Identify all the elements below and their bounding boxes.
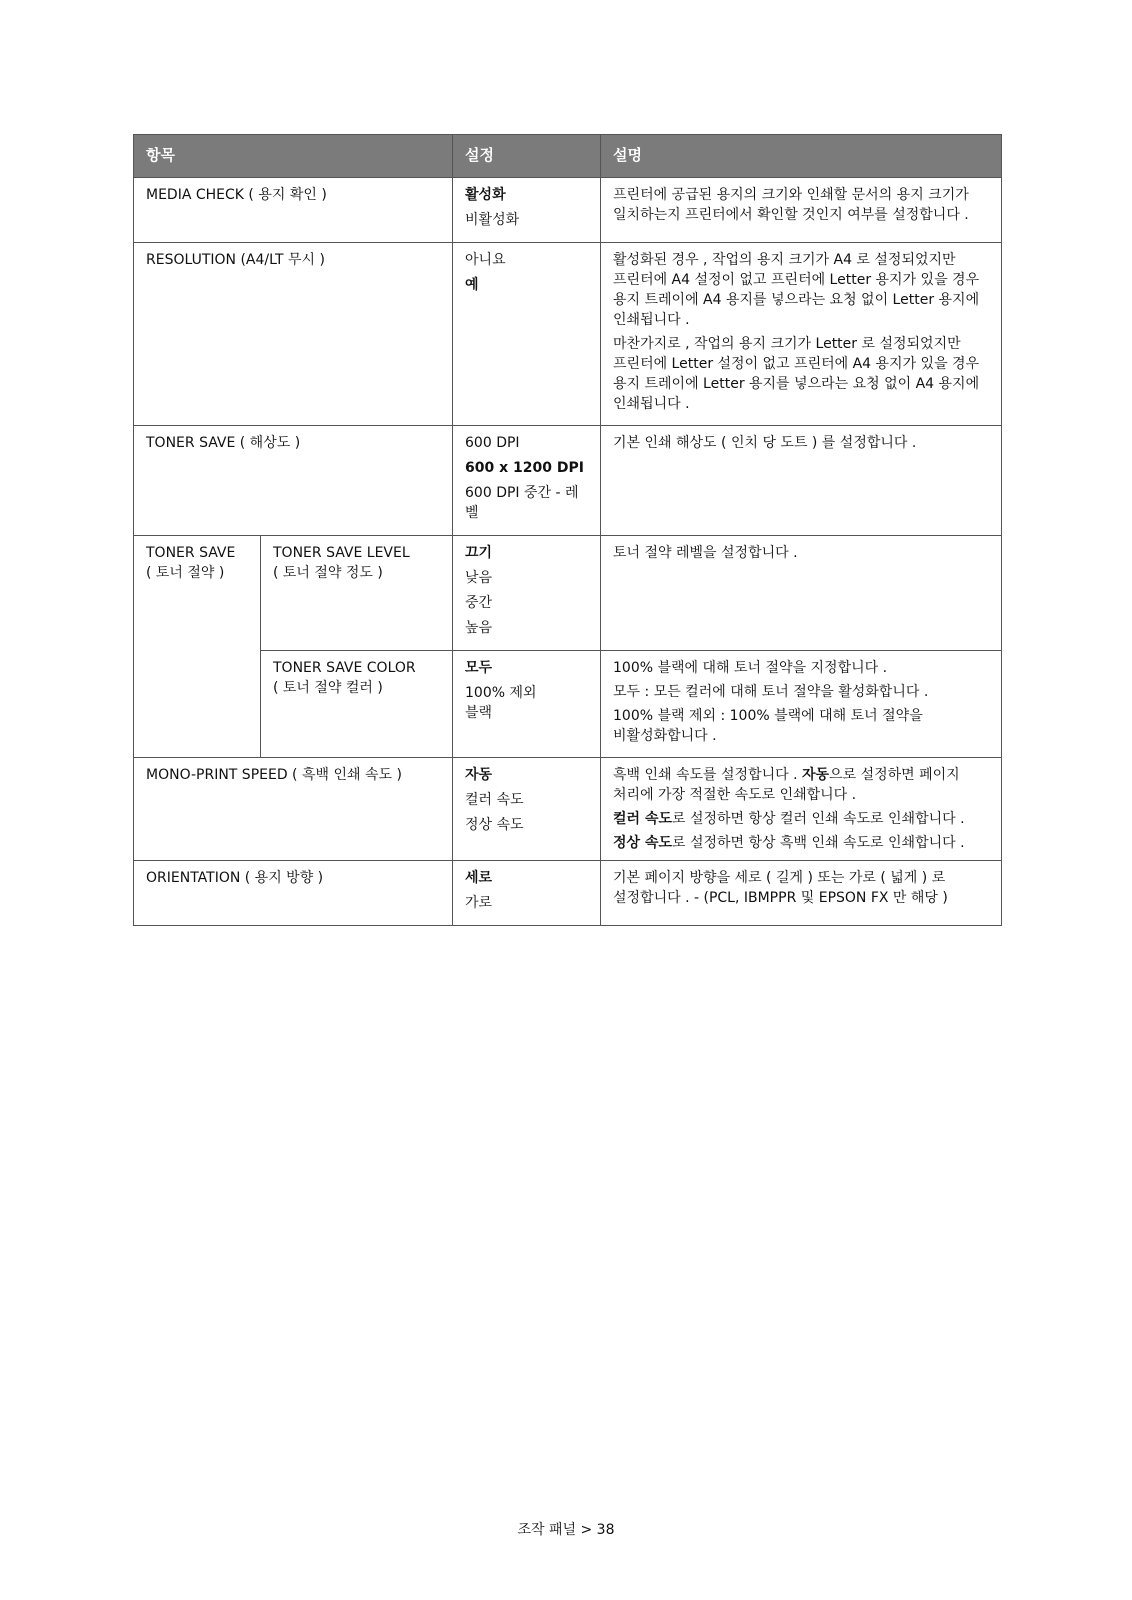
option: 정상 속도 [465, 817, 524, 833]
table-row [134, 651, 1002, 758]
table-row [134, 178, 1002, 243]
desc-paragraph [613, 334, 991, 414]
description-cell: 토너 절약 레벨을 설정합니다 . [601, 536, 1002, 651]
description-cell [601, 243, 1002, 426]
desc-line: 마찬가지로 , 작업의 용지 크기가 Letter 로 설정되었지만 [613, 336, 961, 352]
table-row [134, 243, 1002, 426]
description-cell [601, 861, 1002, 926]
option-default: 예 [465, 277, 479, 293]
desc-line: 기본 페이지 방향을 세로 ( 길게 ) 또는 가로 ( 넓게 ) 로 [613, 870, 946, 886]
header-setting: 설정 [453, 135, 601, 178]
option-default: 자동 [465, 767, 493, 783]
table-row [134, 758, 1002, 861]
description-cell [601, 651, 1002, 758]
table-row [134, 536, 1002, 651]
desc-line: 100% 블랙 제외 : 100% 블랙에 대해 토너 절약을 [613, 708, 923, 724]
subitem-toner-save-color [261, 651, 453, 758]
item-sublabel: ( 토너 절약 ) [146, 565, 225, 581]
desc-line: 일치하는지 프린터에서 확인할 것인지 여부를 설정합니다 . [613, 207, 969, 223]
option: 컬러 속도 [465, 792, 524, 808]
desc-text: 로 설정하면 항상 흑백 인쇄 속도로 인쇄합니다 . [672, 835, 965, 851]
desc-line: 프린터에 공급된 용지의 크기와 인쇄할 문서의 용지 크기가 [613, 187, 969, 203]
setting-cell [453, 426, 601, 536]
table-header [134, 135, 1002, 178]
subitem-toner-save-level [261, 536, 453, 651]
settings-table [133, 134, 1002, 926]
subitem-label: TONER SAVE COLOR [273, 660, 416, 676]
option: 600 DPI 중간 - 레벨 [465, 485, 579, 521]
desc-emphasis: 컬러 속도 [613, 811, 672, 827]
desc-line: 100% 블랙에 대해 토너 절약을 지정합니다 . [613, 660, 888, 676]
desc-text: 흑백 인쇄 속도를 설정합니다 . [613, 767, 803, 783]
desc-paragraph [613, 250, 991, 330]
table-row [134, 426, 1002, 536]
table-row [134, 861, 1002, 926]
desc-line: 설정합니다 . - (PCL, IBMPPR 및 EPSON FX 만 해당 ) [613, 890, 948, 906]
desc-line: 처리에 가장 적절한 속도로 인쇄합니다 . [613, 787, 857, 803]
option: 비활성화 [465, 212, 520, 228]
desc-line [613, 833, 991, 853]
option: 블랙 [465, 705, 493, 721]
option-default: 끄기 [465, 545, 493, 561]
page-footer: 조작 패널 > 38 [517, 1522, 615, 1538]
option-default: 600 x 1200 DPI [465, 460, 584, 476]
subitem-sublabel: ( 토너 절약 컬러 ) [273, 680, 383, 696]
option: 높음 [465, 620, 493, 636]
option: 아니요 [465, 252, 506, 268]
option-default: 세로 [465, 870, 493, 886]
desc-line: 프린터에 Letter 설정이 없고 프린터에 A4 용지가 있을 경우 [613, 356, 980, 372]
desc-text: 으로 설정하면 페이지 [829, 767, 960, 783]
desc-line: 용지 트레이에 Letter 용지를 넣으라는 요청 없이 A4 용지에 [613, 376, 980, 392]
desc-text: 로 설정하면 항상 컬러 인쇄 속도로 인쇄합니다 . [672, 811, 965, 827]
subitem-label: TONER SAVE LEVEL [273, 545, 410, 561]
setting-cell [453, 651, 601, 758]
option-default: 활성화 [465, 187, 506, 203]
setting-cell [453, 861, 601, 926]
desc-paragraph [613, 765, 991, 805]
description-cell [601, 178, 1002, 243]
desc-line: 비활성화합니다 . [613, 728, 717, 744]
desc-line: 활성화된 경우 , 작업의 용지 크기가 A4 로 설정되었지만 [613, 252, 956, 268]
desc-line: 용지 트레이에 A4 용지를 넣으라는 요청 없이 Letter 용지에 [613, 292, 980, 308]
item-orientation: ORIENTATION ( 용지 방향 ) [134, 861, 453, 926]
desc-emphasis: 정상 속도 [613, 835, 672, 851]
desc-line [613, 809, 991, 829]
option: 100% 제외 [465, 685, 537, 701]
header-description: 설명 [601, 135, 1002, 178]
option-default: 모두 [465, 660, 493, 676]
item-mono-print-speed: MONO-PRINT SPEED ( 흑백 인쇄 속도 ) [134, 758, 453, 861]
description-cell: 기본 인쇄 해상도 ( 인치 당 도트 ) 를 설정합니다 . [601, 426, 1002, 536]
item-label: TONER SAVE [146, 545, 236, 561]
desc-emphasis: 자동 [802, 767, 830, 783]
header-item: 항목 [134, 135, 453, 178]
desc-line: 인쇄됩니다 . [613, 396, 690, 412]
desc-line: 프린터에 A4 설정이 없고 프린터에 Letter 용지가 있을 경우 [613, 272, 980, 288]
option: 600 DPI [465, 435, 520, 451]
option: 가로 [465, 895, 493, 911]
item-resolution: RESOLUTION (A4/LT 무시 ) [134, 243, 453, 426]
setting-cell [453, 243, 601, 426]
item-toner-save [134, 536, 261, 758]
setting-cell [453, 758, 601, 861]
subitem-sublabel: ( 토너 절약 정도 ) [273, 565, 383, 581]
description-cell [601, 758, 1002, 861]
item-media-check: MEDIA CHECK ( 용지 확인 ) [134, 178, 453, 243]
option: 낮음 [465, 570, 493, 586]
setting-cell [453, 178, 601, 243]
desc-line: 모두 : 모든 컬러에 대해 토너 절약을 활성화합니다 . [613, 684, 929, 700]
desc-line: 인쇄됩니다 . [613, 312, 690, 328]
desc-line [613, 765, 991, 785]
item-toner-save-resolution: TONER SAVE ( 해상도 ) [134, 426, 453, 536]
option: 중간 [465, 595, 493, 611]
setting-cell [453, 536, 601, 651]
